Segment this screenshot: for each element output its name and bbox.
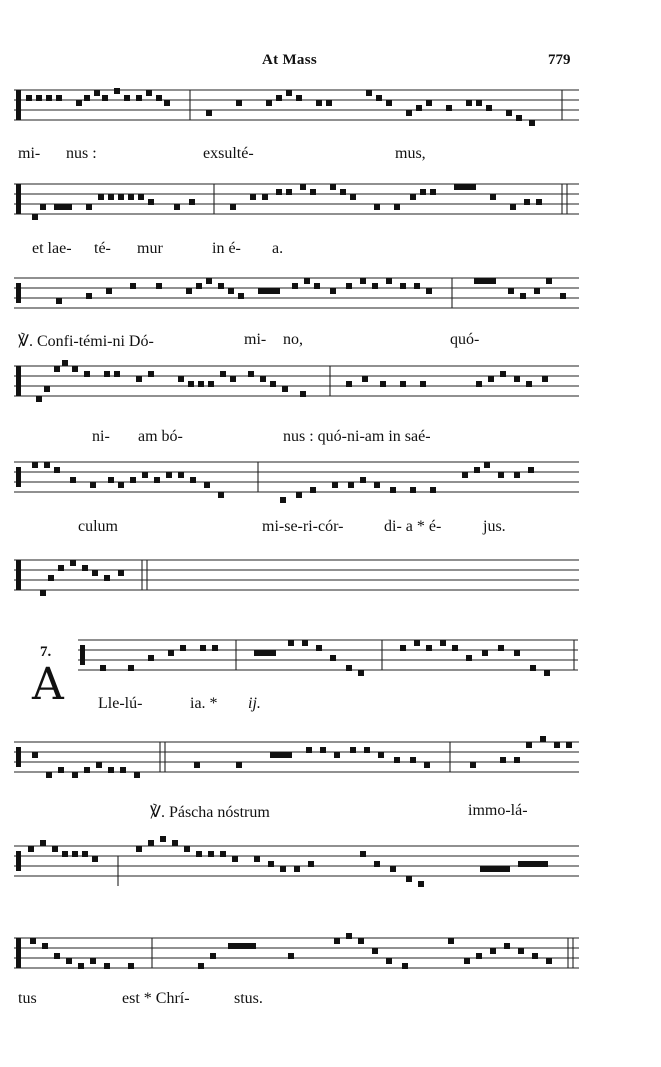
drop-cap-initial: A — [32, 659, 64, 710]
chant-staff — [14, 180, 584, 230]
lyric-syllable: ia. * — [190, 695, 218, 712]
lyric-syllable: ℣. Confi-témi-ni Dó- — [18, 333, 154, 350]
lyric-syllable: di- a * é- — [384, 518, 442, 535]
chant-staff — [14, 452, 584, 508]
lyric-syllable: nus : quó-ni-am in saé- — [283, 428, 431, 445]
lyric-syllable: mi-se-ri-cór- — [262, 518, 344, 535]
lyric-syllable: est * Chrí- — [122, 990, 190, 1007]
lyric-syllable: Lle-lú- — [98, 695, 143, 712]
chant-staff — [14, 360, 584, 412]
lyric-syllable: ij. — [248, 695, 261, 712]
page-header-title: At Mass — [262, 52, 318, 68]
lyric-syllable: culum — [78, 518, 118, 535]
lyric-syllable: mur — [137, 240, 163, 257]
chant-staff — [14, 926, 584, 982]
lyric-syllable: ni- — [92, 428, 110, 445]
lyric-syllable: ℣. Páscha nóstrum — [150, 804, 270, 821]
page-number: 779 — [548, 52, 571, 68]
lyric-syllable: a. — [272, 240, 284, 257]
lyric-syllable: stus. — [234, 990, 263, 1007]
lyric-syllable: mi- — [244, 331, 267, 348]
lyric-syllable: nus : — [66, 145, 97, 162]
lyric-syllable: no, — [283, 331, 303, 348]
chant-staff — [14, 832, 584, 892]
lyric-syllable: et lae- — [32, 240, 72, 257]
chant-staff — [14, 554, 584, 602]
chant-number: 7. — [40, 644, 52, 660]
lyric-syllable: exsulté- — [203, 145, 254, 162]
lyric-syllable: am bó- — [138, 428, 183, 445]
lyric-syllable: mi- — [18, 145, 41, 162]
lyric-syllable: immo-lá- — [468, 802, 528, 819]
chant-staff — [14, 736, 584, 786]
chant-staff — [14, 86, 584, 136]
chant-staff — [78, 632, 584, 682]
lyric-syllable: quó- — [450, 331, 480, 348]
lyric-syllable: té- — [94, 240, 111, 257]
lyric-syllable: in é- — [212, 240, 241, 257]
lyric-syllable: mus, — [395, 145, 426, 162]
lyric-syllable: jus. — [483, 518, 506, 535]
chant-staff — [14, 274, 584, 324]
lyric-syllable: tus — [18, 990, 37, 1007]
